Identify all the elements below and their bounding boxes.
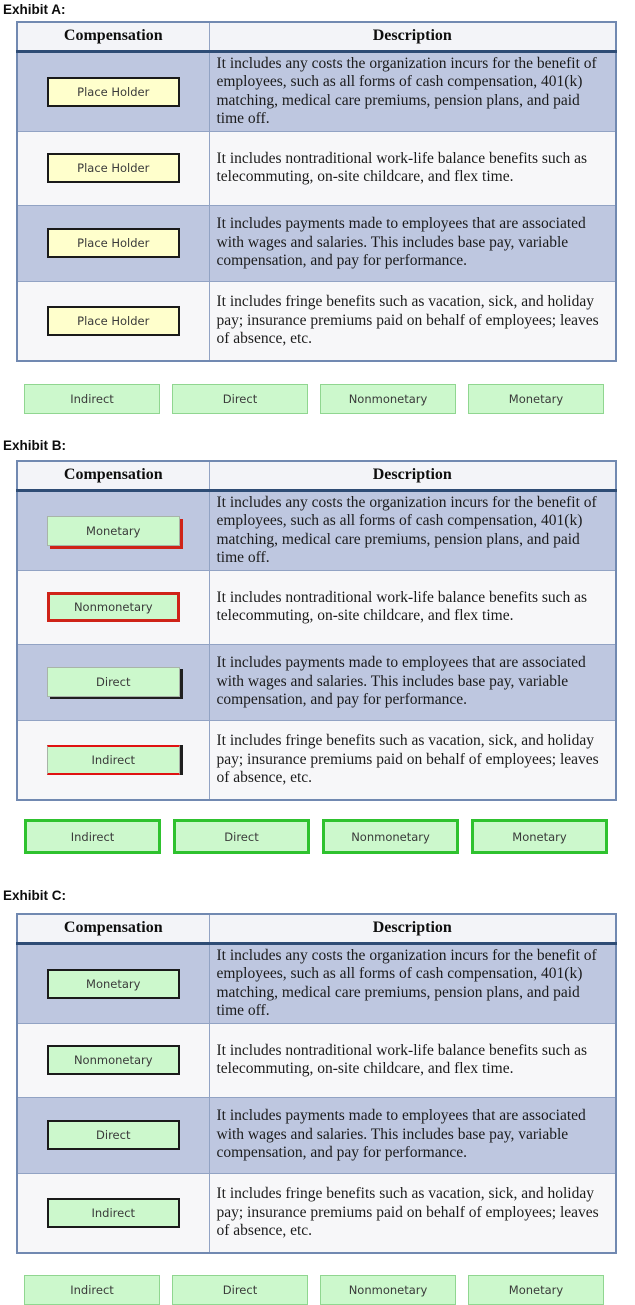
compensation-cell bbox=[17, 205, 209, 281]
description-cell: It includes any costs the organization incurs for the benefit of employees, such as all forms of cash compensation, 401(k) matching, medical care premiums, pension plans, and paid time off. bbox=[209, 943, 616, 1023]
column-header-description: Description bbox=[209, 461, 616, 490]
exhibit-a bbox=[0, 0, 635, 414]
answer-button-row bbox=[24, 1275, 635, 1305]
table-row bbox=[17, 281, 616, 361]
description-cell: It includes payments made to employees that are associated with wages and salaries. This includes base pay, variable compensation, and pay for performance. bbox=[209, 205, 616, 281]
compensation-button-monetary[interactable]: Monetary bbox=[47, 969, 180, 999]
compensation-button-direct[interactable]: Direct bbox=[47, 1120, 180, 1150]
compensation-table-a bbox=[16, 21, 617, 362]
table-row bbox=[17, 51, 616, 131]
answer-button-row bbox=[24, 819, 635, 854]
answer-button-indirect[interactable]: Indirect bbox=[24, 819, 161, 854]
compensation-button-place-holder[interactable]: Place Holder bbox=[47, 77, 180, 107]
header-row bbox=[17, 22, 616, 51]
description-cell: It includes fringe benefits such as vacation, sick, and holiday pay; insurance premiums paid on behalf of employees; leaves of absence, etc. bbox=[209, 1173, 616, 1253]
description-cell: It includes any costs the organization incurs for the benefit of employees, such as all forms of cash compensation, 401(k) matching, medical care premiums, pension plans, and paid time off. bbox=[209, 490, 616, 570]
exhibit-b-label: Exhibit B: bbox=[3, 438, 66, 453]
compensation-cell bbox=[17, 131, 209, 205]
compensation-button-nonmonetary[interactable]: Nonmonetary bbox=[47, 592, 180, 622]
answer-button-direct[interactable]: Direct bbox=[172, 1275, 308, 1305]
answer-button-monetary[interactable]: Monetary bbox=[468, 1275, 604, 1305]
answer-button-indirect[interactable]: Indirect bbox=[24, 384, 160, 414]
table-row bbox=[17, 644, 616, 720]
table-body bbox=[17, 490, 616, 800]
compensation-button-direct[interactable]: Direct bbox=[47, 667, 180, 697]
compensation-button-indirect[interactable]: Indirect bbox=[47, 745, 180, 775]
compensation-button-place-holder[interactable]: Place Holder bbox=[47, 306, 180, 336]
compensation-cell bbox=[17, 1023, 209, 1097]
compensation-button-nonmonetary[interactable]: Nonmonetary bbox=[47, 1045, 180, 1075]
table-row bbox=[17, 720, 616, 800]
table-row bbox=[17, 570, 616, 644]
table-row bbox=[17, 943, 616, 1023]
table-row bbox=[17, 1173, 616, 1253]
answer-button-indirect[interactable]: Indirect bbox=[24, 1275, 160, 1305]
table-row bbox=[17, 1097, 616, 1173]
compensation-cell bbox=[17, 1173, 209, 1253]
table-body bbox=[17, 51, 616, 361]
exhibit-c bbox=[0, 854, 635, 1305]
column-header-description: Description bbox=[209, 22, 616, 51]
compensation-cell bbox=[17, 51, 209, 131]
header-row bbox=[17, 461, 616, 490]
exhibit-b bbox=[0, 414, 635, 854]
table-row bbox=[17, 1023, 616, 1097]
compensation-button-monetary[interactable]: Monetary bbox=[47, 516, 180, 546]
description-cell: It includes fringe benefits such as vacation, sick, and holiday pay; insurance premiums paid on behalf of employees; leaves of absence, etc. bbox=[209, 720, 616, 800]
exhibit-a-label: Exhibit A: bbox=[3, 2, 66, 17]
table-row bbox=[17, 205, 616, 281]
compensation-table-b bbox=[16, 460, 617, 801]
answer-button-row bbox=[24, 384, 635, 414]
column-header-compensation: Compensation bbox=[17, 461, 209, 490]
description-cell: It includes nontraditional work-life balance benefits such as telecommuting, on-site childcare, and flex time. bbox=[209, 1023, 616, 1097]
answer-button-direct[interactable]: Direct bbox=[172, 384, 308, 414]
answer-button-direct[interactable]: Direct bbox=[173, 819, 310, 854]
column-header-compensation: Compensation bbox=[17, 914, 209, 943]
description-cell: It includes payments made to employees that are associated with wages and salaries. This includes base pay, variable compensation, and pay for performance. bbox=[209, 1097, 616, 1173]
compensation-cell bbox=[17, 490, 209, 570]
answer-button-nonmonetary[interactable]: Nonmonetary bbox=[322, 819, 459, 854]
description-cell: It includes nontraditional work-life balance benefits such as telecommuting, on-site childcare, and flex time. bbox=[209, 131, 616, 205]
column-header-compensation: Compensation bbox=[17, 22, 209, 51]
compensation-button-indirect[interactable]: Indirect bbox=[47, 1198, 180, 1228]
compensation-cell bbox=[17, 644, 209, 720]
column-header-description: Description bbox=[209, 914, 616, 943]
answer-button-nonmonetary[interactable]: Nonmonetary bbox=[320, 384, 456, 414]
compensation-cell bbox=[17, 720, 209, 800]
table-row bbox=[17, 490, 616, 570]
compensation-cell bbox=[17, 943, 209, 1023]
answer-button-monetary[interactable]: Monetary bbox=[468, 384, 604, 414]
answer-button-nonmonetary[interactable]: Nonmonetary bbox=[320, 1275, 456, 1305]
answer-button-monetary[interactable]: Monetary bbox=[471, 819, 608, 854]
description-cell: It includes any costs the organization incurs for the benefit of employees, such as all forms of cash compensation, 401(k) matching, medical care premiums, pension plans, and paid time off. bbox=[209, 51, 616, 131]
compensation-table-c bbox=[16, 913, 617, 1254]
description-cell: It includes payments made to employees that are associated with wages and salaries. This includes base pay, variable compensation, and pay for performance. bbox=[209, 644, 616, 720]
compensation-cell bbox=[17, 281, 209, 361]
header-row bbox=[17, 914, 616, 943]
table-row bbox=[17, 131, 616, 205]
compensation-button-place-holder[interactable]: Place Holder bbox=[47, 228, 180, 258]
compensation-cell bbox=[17, 1097, 209, 1173]
exhibit-c-label: Exhibit C: bbox=[3, 888, 66, 903]
compensation-button-place-holder[interactable]: Place Holder bbox=[47, 153, 180, 183]
compensation-cell bbox=[17, 570, 209, 644]
description-cell: It includes fringe benefits such as vacation, sick, and holiday pay; insurance premiums paid on behalf of employees; leaves of absence, etc. bbox=[209, 281, 616, 361]
table-body bbox=[17, 943, 616, 1253]
description-cell: It includes nontraditional work-life balance benefits such as telecommuting, on-site childcare, and flex time. bbox=[209, 570, 616, 644]
